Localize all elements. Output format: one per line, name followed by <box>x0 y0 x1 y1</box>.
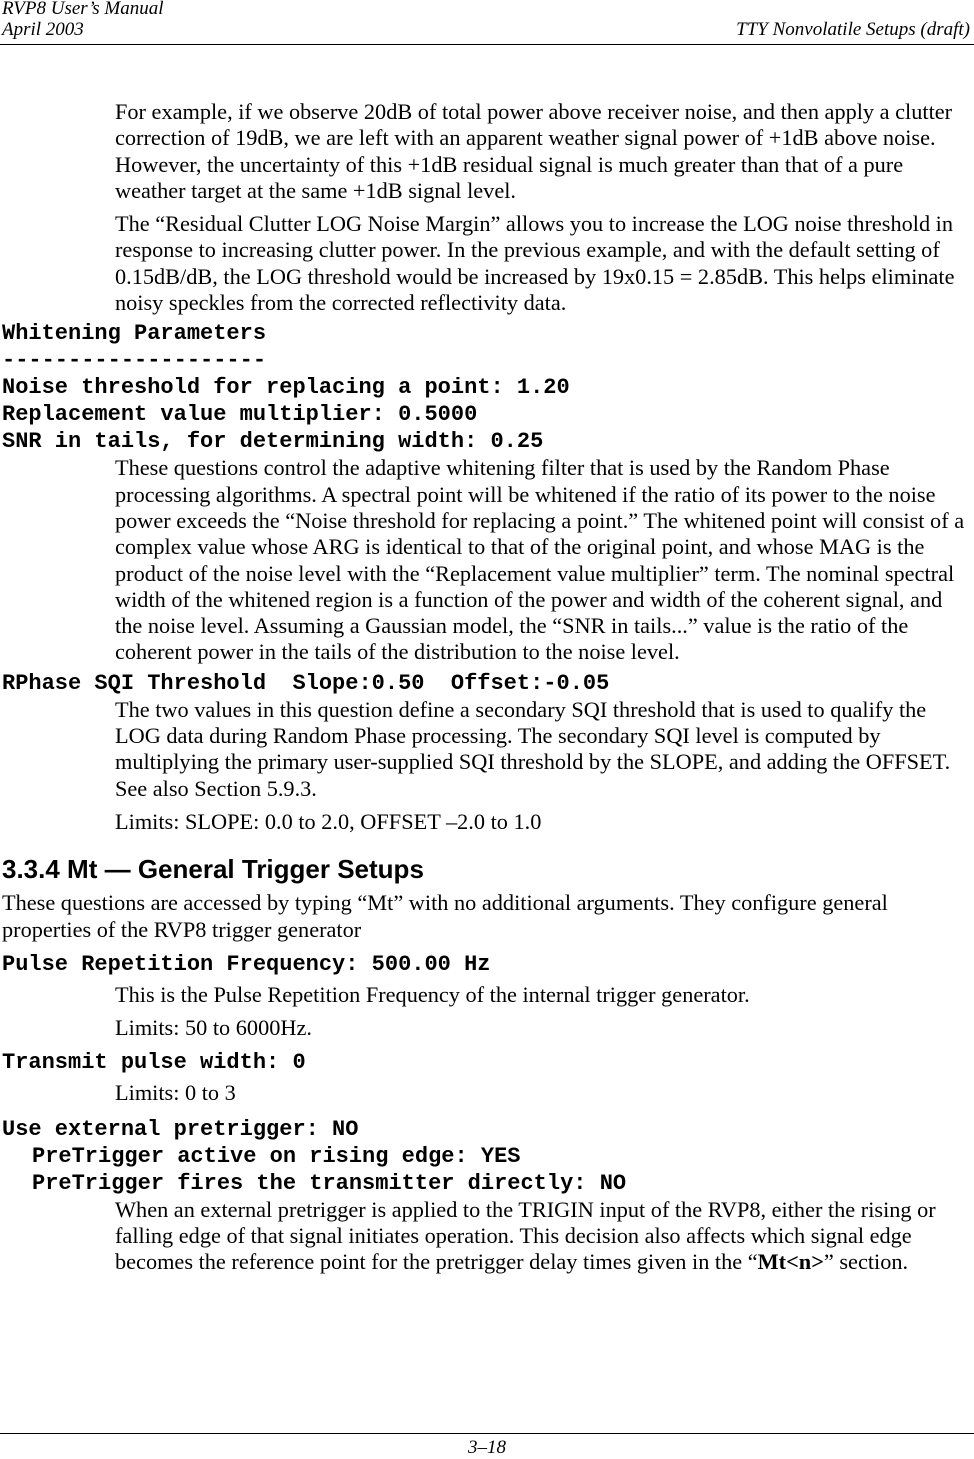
prf-description: This is the Pulse Repetition Frequency of the internal trigger generator. <box>115 981 750 1007</box>
section-heading: 3.3.4 Mt — General Trigger Setups <box>2 854 424 885</box>
clutter-paragraph-1: For example, if we observe 20dB of total power above receiver noise, and then apply a clutter correction of 19dB, we are left with an apparent weather signal power of +1dB above noise. However, the uncertainty of this +1dB residual signal is much greater than that of a pure weather target at the same +1dB signal level. <box>115 99 953 203</box>
prf-limits: Limits: 50 to 6000Hz. <box>115 1015 312 1041</box>
rphase-sqi-line: RPhase SQI Threshold Slope:0.50 Offset:-0.05 <box>2 670 610 696</box>
whitening-rule: -------------------- <box>2 348 267 374</box>
pretrigger-line-rising-edge: PreTrigger active on rising edge: YES <box>32 1143 521 1169</box>
whitening-heading: Whitening Parameters <box>2 321 267 347</box>
whitening-line-snr-tails: SNR in tails, for determining width: 0.25 <box>2 429 544 455</box>
header-section-title: TTY Nonvolatile Setups (draft) <box>736 19 970 40</box>
section-intro: These questions are accessed by typing “Mt” with no additional arguments. They configure general properties of the RVP8 trigger generator <box>2 890 888 942</box>
prf-line: Pulse Repetition Frequency: 500.00 Hz <box>2 951 491 977</box>
pulse-width-line: Transmit pulse width: 0 <box>2 1050 306 1076</box>
page-body <box>0 99 974 1276</box>
pulse-width-limits: Limits: 0 to 3 <box>115 1080 236 1106</box>
manual-date: April 2003 <box>2 19 84 40</box>
whitening-line-noise-threshold: Noise threshold for replacing a point: 1.20 <box>2 375 570 401</box>
page-header <box>0 0 974 45</box>
pretrigger-line-fires-transmitter: PreTrigger fires the transmitter directly: NO <box>32 1170 627 1196</box>
pretrigger-mt-n-term: Mt<n> <box>757 1249 824 1275</box>
rphase-description: The two values in this question define a secondary SQI threshold that is used to qualify the LOG data during Random Phase processing. The secondary SQI level is computed by multiplying the primary user-supplied SQI threshold by the SLOPE, and adding the OFFSET. See also Section 5.9.3. <box>115 696 951 801</box>
whitening-description: These questions control the adaptive whitening filter that is used by the Random Phase processing algorithms. A spectral point will be whitened if the ratio of its power to the noise power exceeds the “Noise threshold for replacing a point.” The whitened point will consist of a complex value whose ARG is identical to that of the original point, and whose MAG is the product of the noise level with the “Replacement value multiplier” term. The nominal spectral width of the whitened region is a function of the power and width of the coherent signal, and the noise level. Assuming a Gaussian model, the “SNR in tails...” value is the ratio of the coherent power in the tails of the distribution to the noise level. <box>115 455 965 665</box>
whitening-line-replacement-multiplier: Replacement value multiplier: 0.5000 <box>2 402 478 428</box>
pretrigger-description-end: ” section. <box>823 1249 909 1275</box>
page-footer <box>0 1433 974 1459</box>
header-left <box>2 0 164 40</box>
pretrigger-description <box>0 1197 974 1276</box>
pretrigger-line-external: Use external pretrigger: NO <box>2 1116 359 1142</box>
rphase-limits: Limits: SLOPE: 0.0 to 2.0, OFFSET –2.0 to 1.0 <box>115 808 542 834</box>
page-number: 3–18 <box>468 1437 506 1458</box>
pretrigger-description-text: When an external pretrigger is applied to the TRIGIN input of the RVP8, either the rising or falling edge of that signal initiates operation. This decision also affects which signal edge becomes the reference point for the pretrigger delay times given in the “ <box>115 1196 936 1275</box>
manual-title: RVP8 User’s Manual <box>2 0 164 19</box>
clutter-paragraph-2: The “Residual Clutter LOG Noise Margin” allows you to increase the LOG noise threshold in response to increasing clutter power. In the previous example, and with the default setting of 0.15dB/dB, the LOG threshold would be increased by 19x0.15 = 2.85dB. This helps eliminate noisy speckles from the corrected reflectivity data. <box>115 211 955 316</box>
